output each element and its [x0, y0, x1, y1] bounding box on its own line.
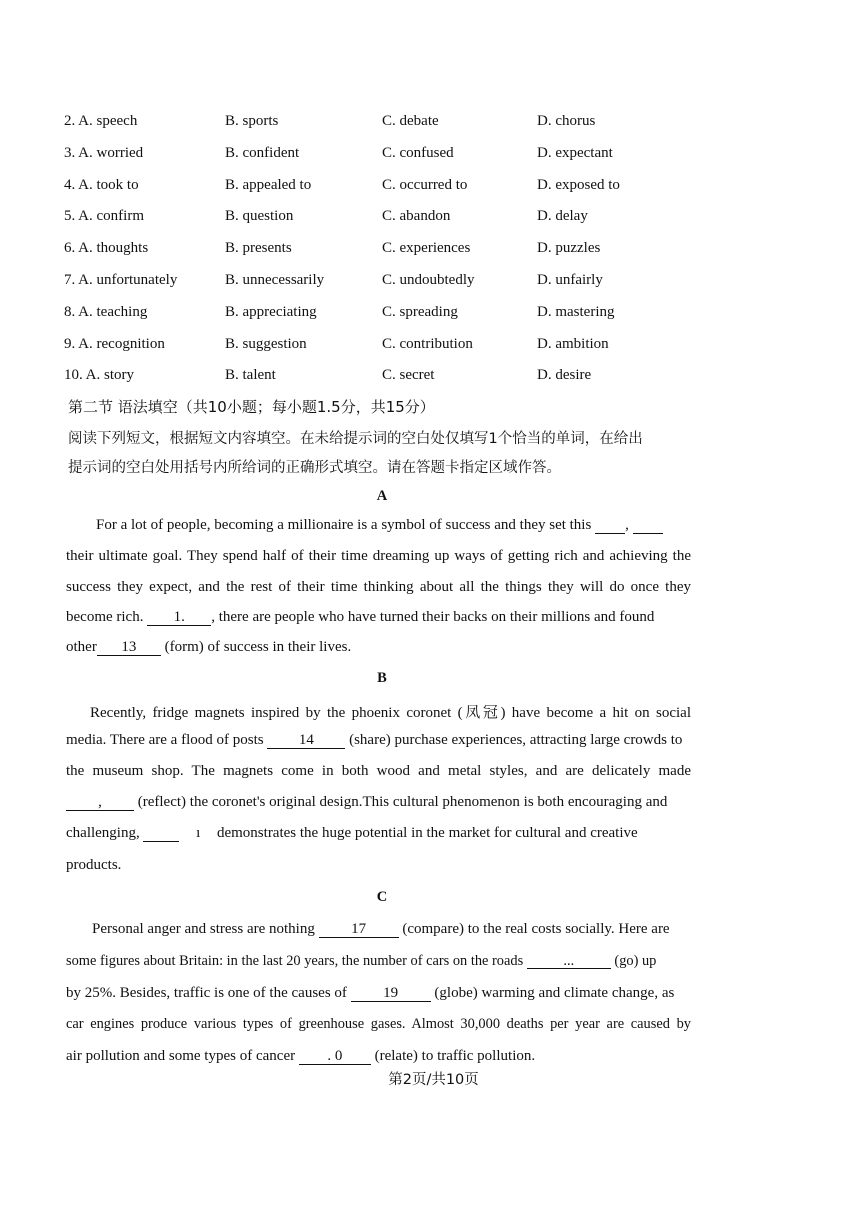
- option-d: D. expectant: [537, 145, 613, 161]
- option-b: B. confident: [225, 145, 300, 161]
- passage-a-text: , there are people who have turned their backs on their millions and found: [211, 609, 655, 625]
- passage-b-line-1: Recently, fridge magnets inspired by the phoenix coronet (凤冠) have become a hit on social: [90, 705, 691, 721]
- option-c: C. experiences: [382, 240, 471, 256]
- option-b: B. talent: [225, 367, 276, 383]
- option-d: D. ambition: [537, 336, 609, 352]
- passage-c-line-5: [66, 1048, 691, 1065]
- passage-c-line-4: car engines produce various types of greenhouse gases. Almost 30,000 deaths per year are caused by: [66, 1016, 691, 1032]
- option-a: 4. A. took to: [64, 177, 139, 193]
- answer-blank[interactable]: 19: [351, 986, 431, 1002]
- passage-b-text: ı: [196, 825, 201, 841]
- option-c: C. abandon: [382, 208, 451, 224]
- option-row: [64, 208, 824, 232]
- passage-b-line-3: the museum shop. The magnets come in both wood and metal styles, and are delicately made: [66, 763, 691, 779]
- option-row: [64, 113, 824, 137]
- passage-a-text: For a lot of people, becoming a millionaire is a symbol of success and they set this: [96, 517, 592, 533]
- option-row: [64, 240, 824, 264]
- passage-c-text: (relate) to traffic pollution.: [374, 1048, 536, 1064]
- option-c: C. confused: [382, 145, 454, 161]
- option-b: B. appreciating: [225, 304, 317, 320]
- option-b: B. question: [225, 208, 294, 224]
- option-d: D. puzzles: [537, 240, 601, 256]
- option-a: 3. A. worried: [64, 145, 144, 161]
- passage-a-letter: A: [376, 488, 388, 504]
- option-a: 6. A. thoughts: [64, 240, 149, 256]
- passage-b-line-6: products.: [66, 857, 122, 873]
- passage-b-text: demonstrates the huge potential in the market for cultural and creative: [216, 825, 638, 841]
- option-row: [64, 304, 824, 328]
- section-title: 第二节 语法填空（共10小题；每小题1.5分，共15分）: [68, 398, 435, 416]
- option-d: D. desire: [537, 367, 592, 383]
- passage-b-line-2: [66, 732, 691, 749]
- answer-blank[interactable]: 13: [97, 640, 161, 656]
- answer-blank[interactable]: 1.: [147, 610, 211, 626]
- instruction-line-2: 提示词的空白处用括号内所给词的正确形式填空。请在答题卡指定区域作答。: [68, 460, 561, 476]
- passage-a-text: ,: [625, 517, 629, 533]
- option-a: 5. A. confirm: [64, 208, 144, 224]
- option-d: D. mastering: [537, 304, 615, 320]
- passage-c-line-3: [66, 985, 691, 1002]
- passage-b-line-4: [66, 794, 691, 811]
- passage-a-text: (form) of success in their lives.: [164, 639, 352, 655]
- answer-blank[interactable]: . 0: [299, 1049, 371, 1065]
- instruction-line-1: 阅读下列短文，根据短文内容填空。在未给提示词的空白处仅填写1个恰当的单词，在给出: [68, 431, 643, 447]
- passage-a-line-5: [66, 639, 691, 656]
- passage-a-line-4: [66, 609, 691, 626]
- answer-blank[interactable]: ,: [66, 795, 134, 811]
- passage-a-text: become rich.: [66, 609, 144, 625]
- option-a: 7. A. unfortunately: [64, 272, 178, 288]
- passage-a-line-2: their ultimate goal. They spend half of their time dreaming up ways of getting rich and achieving the: [66, 548, 691, 564]
- option-a: 2. A. speech: [64, 113, 138, 129]
- option-row: [64, 336, 824, 360]
- option-d: D. exposed to: [537, 177, 620, 193]
- passage-c-letter: C: [376, 889, 388, 905]
- option-row: [64, 367, 824, 391]
- answer-blank[interactable]: [633, 518, 663, 534]
- passage-c-text: by 25%. Besides, traffic is one of the causes of: [66, 985, 347, 1001]
- option-a: 9. A. recognition: [64, 336, 165, 352]
- option-d: D. chorus: [537, 113, 596, 129]
- option-b: B. sports: [225, 113, 279, 129]
- option-row: [64, 272, 824, 296]
- passage-b-text: media. There are a flood of posts: [66, 732, 264, 748]
- passage-b-text: (reflect) the coronet's original design.This cultural phenomenon is both encouraging and: [137, 794, 668, 810]
- answer-blank[interactable]: 14: [267, 733, 345, 749]
- answer-blank[interactable]: ...: [527, 954, 611, 969]
- passage-c-text: (compare) to the real costs socially. Here are: [402, 921, 670, 937]
- page-footer: 第2页/共10页: [388, 1072, 479, 1088]
- passage-c-line-2: [66, 953, 691, 970]
- option-c: C. secret: [382, 367, 435, 383]
- passage-a-line-3: success they expect, and the rest of their time thinking about all the things they will do once they: [66, 579, 691, 595]
- passage-b-text: challenging,: [66, 825, 140, 841]
- option-b: B. suggestion: [225, 336, 307, 352]
- option-d: D. unfairly: [537, 272, 603, 288]
- passage-a-line-1: [96, 517, 691, 534]
- answer-blank[interactable]: [595, 518, 625, 534]
- passage-c-line-1: [92, 921, 691, 938]
- option-b: B. unnecessarily: [225, 272, 325, 288]
- passage-c-text: Personal anger and stress are nothing: [92, 921, 315, 937]
- answer-blank[interactable]: 17: [319, 922, 399, 938]
- option-c: C. occurred to: [382, 177, 468, 193]
- option-d: D. delay: [537, 208, 588, 224]
- passage-b-line-5: [66, 825, 691, 842]
- option-row: [64, 177, 824, 201]
- passage-b-text: (share) purchase experiences, attracting large crowds to: [349, 732, 683, 748]
- passage-c-text: some figures about Britain: in the last 20 years, the number of cars on the roads: [66, 953, 524, 969]
- passage-a-text: other: [66, 639, 97, 655]
- option-b: B. appealed to: [225, 177, 312, 193]
- option-row: [64, 145, 824, 169]
- passage-c-text: (go) up: [614, 953, 657, 969]
- option-c: C. contribution: [382, 336, 473, 352]
- passage-b-letter: B: [377, 670, 387, 686]
- passage-c-text: (globe) warming and climate change, as: [434, 985, 675, 1001]
- answer-blank[interactable]: [143, 826, 179, 842]
- option-a: 10. A. story: [64, 367, 135, 383]
- option-c: C. undoubtedly: [382, 272, 475, 288]
- option-a: 8. A. teaching: [64, 304, 148, 320]
- option-c: C. spreading: [382, 304, 458, 320]
- passage-c-text: air pollution and some types of cancer: [66, 1048, 296, 1064]
- option-b: B. presents: [225, 240, 292, 256]
- option-c: C. debate: [382, 113, 439, 129]
